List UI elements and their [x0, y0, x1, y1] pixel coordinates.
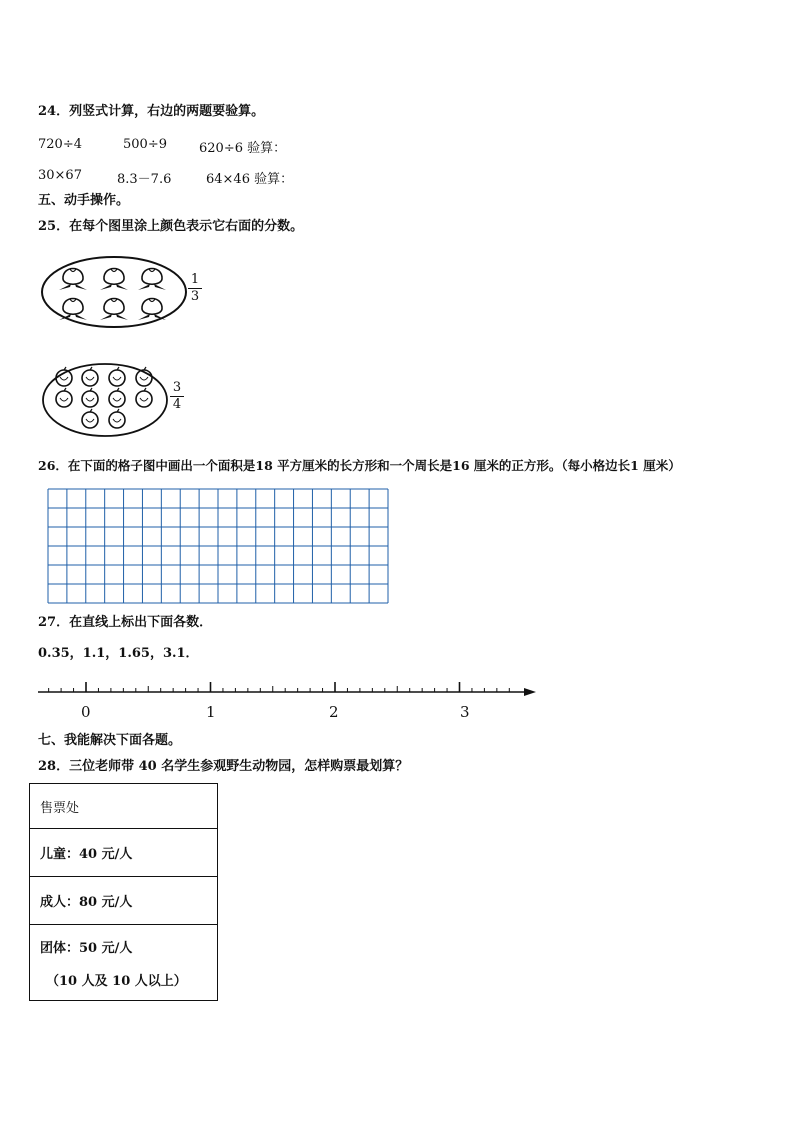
apple-figure[interactable]	[42, 362, 182, 442]
calc-30-mul-67: 30×67	[38, 168, 82, 183]
fraction-denominator: 3	[190, 289, 200, 304]
section-5-heading: 五、动手操作。	[38, 193, 130, 208]
fraction-three-quarters	[170, 381, 184, 412]
apple-icon	[56, 388, 72, 407]
q24-title: 24．列竖式计算，右边的两题要验算。	[38, 104, 265, 119]
fraction-numerator: 1	[190, 272, 200, 287]
q27-title: 27．在直线上标出下面各数．	[38, 615, 213, 630]
peach-icon	[100, 299, 128, 321]
axis-label-3: 3	[460, 703, 470, 721]
axis-arrow-icon	[524, 688, 536, 696]
square-grid[interactable]	[47, 488, 392, 606]
calc-500-div-9: 500÷9	[123, 137, 167, 152]
fraction-one-third	[188, 273, 202, 304]
group-price-note: （10 人及 10 人以上）	[46, 973, 187, 989]
axis-label-1: 1	[206, 703, 216, 721]
apple-icon	[82, 388, 98, 407]
apple-icon	[82, 367, 98, 386]
q27-numbers: 0.35，1.1，1.65，3.1．	[38, 646, 199, 661]
ticket-price-table	[29, 783, 218, 1001]
child-price: 儿童：40 元/人	[30, 829, 218, 877]
adult-price: 成人：80 元/人	[30, 877, 218, 925]
apple-icon	[109, 388, 125, 407]
calc-64-mul-46: 64×46 验算：	[206, 172, 294, 187]
apple-icon	[82, 409, 98, 428]
fraction-denominator: 4	[172, 397, 182, 412]
fraction-numerator: 3	[172, 380, 182, 395]
apple-icon	[109, 409, 125, 428]
peach-icon	[59, 269, 87, 291]
peach-icon	[100, 269, 128, 291]
peach-figure[interactable]	[40, 255, 200, 335]
apple-icon	[136, 388, 152, 407]
axis-label-2: 2	[329, 703, 339, 721]
section-7-heading: 七、我能解决下面各题。	[38, 733, 182, 748]
ticket-office-header: 售票处	[30, 784, 218, 829]
q26-title: 26．在下面的格子图中画出一个面积是18 平方厘米的长方形和一个周长是16 厘米的正方形。（每小格边长1 厘米）	[38, 458, 681, 473]
calc-620-div-6: 620÷6 验算：	[199, 141, 287, 156]
group-price-cell	[30, 925, 218, 1001]
peach-icon	[138, 299, 166, 321]
q28-title: 28．三位老师带 40 名学生参观野生动物园，怎样购票最划算？	[38, 759, 409, 774]
q25-title: 25．在每个图里涂上颜色表示它右面的分数。	[38, 219, 304, 234]
axis-label-0: 0	[81, 703, 91, 721]
apple-icon	[109, 367, 125, 386]
calc-720-div-4: 720÷4	[38, 137, 82, 152]
peach-icon	[138, 269, 166, 291]
calc-8.3-minus-7.6: 8.3－7.6	[117, 172, 172, 187]
group-price: 团体：50 元/人	[40, 940, 133, 956]
